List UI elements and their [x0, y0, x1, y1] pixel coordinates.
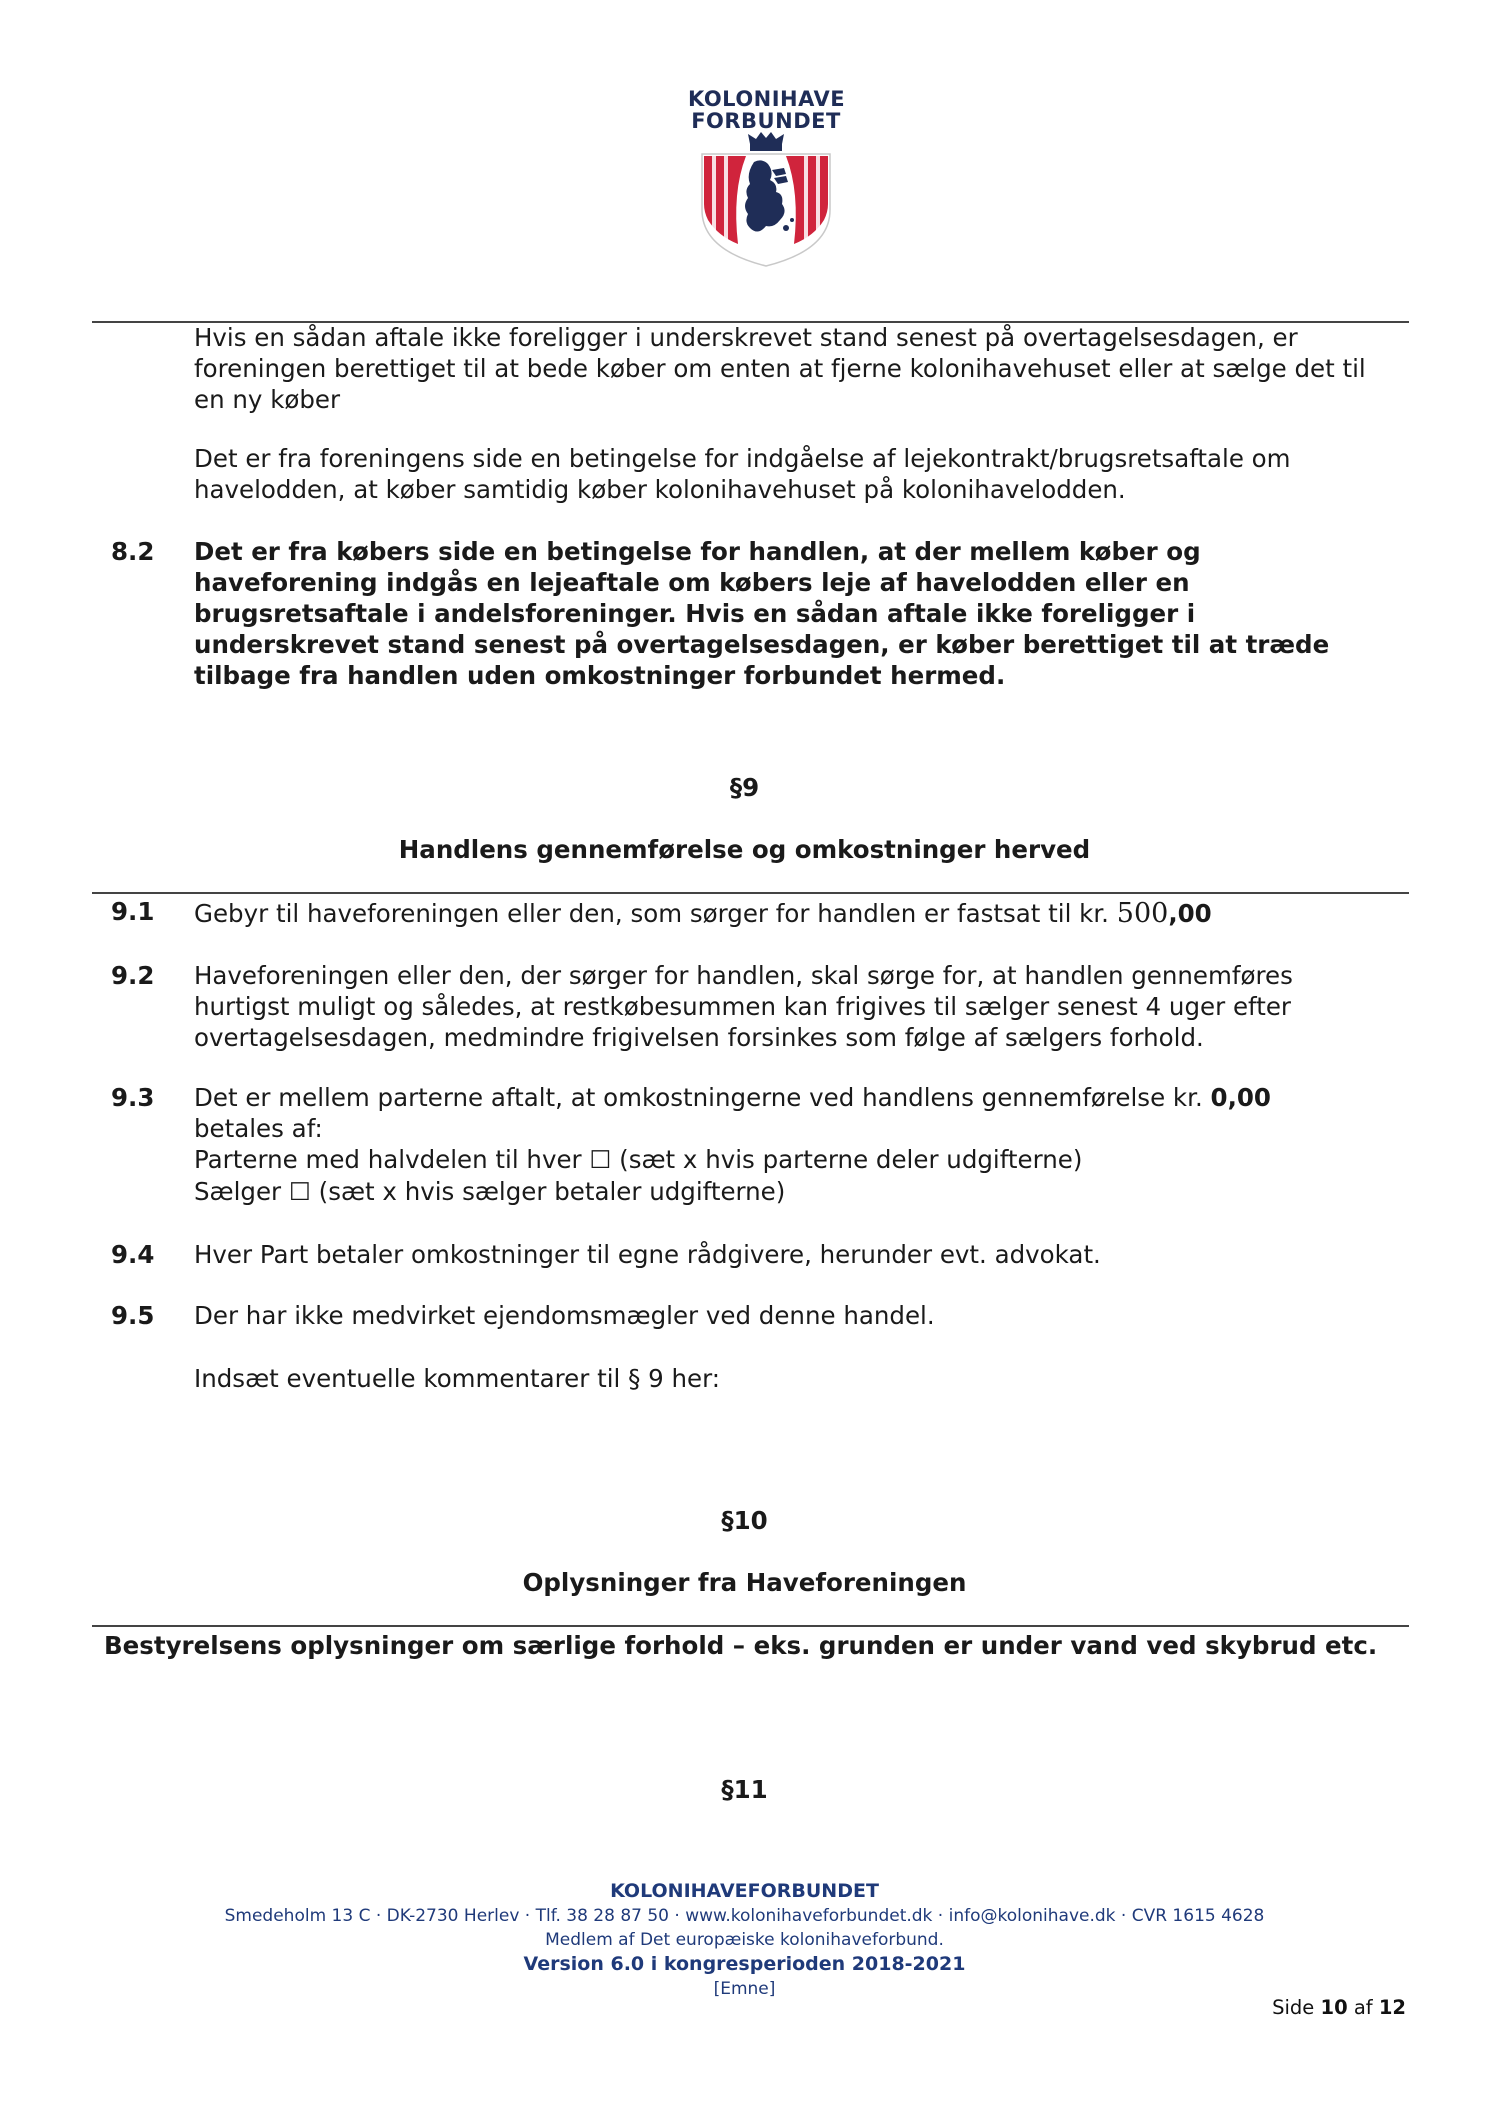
clause-9-3-payer-label: betales af: [194, 1114, 323, 1143]
clause-number: 9.5 [111, 1301, 155, 1330]
footer-membership: Medlem af Det europæiske kolonihaveforbund. [545, 1930, 944, 1950]
clause-9-3-body: Det er mellem parterne aftalt, at omkostningerne ved handlens gennemførelse kr. [194, 1083, 1211, 1112]
clause-9-4-text: Hver Part betaler omkostninger til egne rådgivere, herunder evt. advokat. [194, 1240, 1101, 1269]
costs-amount: 0,00 [1210, 1083, 1271, 1112]
section-9-title: Handlens gennemførelse og omkostninger herved [398, 835, 1091, 864]
page-mid: af [1347, 1996, 1379, 2019]
page-current: 10 [1320, 1996, 1348, 2019]
section-10-symbol: §10 [721, 1506, 768, 1535]
fee-decimals: ,00 [1168, 899, 1212, 928]
page-total: 12 [1378, 1996, 1406, 2019]
footer-address: Smedeholm 13 C · DK-2730 Herlev · Tlf. 38 28 87 50 · www.kolonihaveforbundet.dk · info@kolonihave.dk · CVR 1615 4628 [224, 1906, 1265, 1926]
logo [688, 82, 844, 268]
footer-version: Version 6.0 i kongresperioden 2018-2021 [523, 1953, 966, 1975]
section-11-symbol: §11 [721, 1775, 768, 1804]
section-10-rule [92, 1625, 1409, 1627]
intro-paragraph-1: Hvis en sådan aftale ikke foreligger i underskrevet stand senest på overtagelsesdagen, er foreningen berettiget til at bede køber om enten at fjerne kolonihavehuset eller at sælge det til en ny køber [194, 323, 1366, 414]
board-information-text: Bestyrelsens oplysninger om særlige forhold – eks. grunden er under vand ved skybrud etc. [104, 1631, 1378, 1660]
split-costs-option[interactable]: Parterne med halvdelen til hver ☐ (sæt x hvis parterne deler udgifterne) [194, 1145, 1083, 1174]
footer-subject: [Emne] [713, 1979, 776, 1999]
clause-number: 9.2 [111, 961, 155, 990]
intro-paragraph-2: Det er fra foreningens side en betingelse for indgåelse af lejekontrakt/brugsretsaftale om havelodden, at køber samtidig køber kolonihavehuset på kolonihavelodden. [194, 444, 1291, 504]
clause-8-2-text: Det er fra købers side en betingelse for handlen, at der mellem køber og haveforening indgås en lejeaftale om købers leje af havelodden eller en brugsretsaftale i andelsforeninger. Hvis en sådan aftale ikke foreligger i underskrevet stand senest på overtagelsesdagen, er køber berettiget til at træde tilbage fra handlen uden omkostninger forbundet hermed. [194, 537, 1330, 690]
clause-number: 9.1 [111, 897, 155, 926]
clause-9-1-text [194, 898, 1394, 929]
section-9-comment-prompt[interactable]: Indsæt eventuelle kommentarer til § 9 her: [194, 1364, 721, 1393]
page-prefix: Side [1272, 1996, 1321, 2019]
clause-9-1-body: Gebyr til haveforeningen eller den, som sørger for handlen er fastsat til kr. [194, 899, 1117, 928]
clause-number: 9.4 [111, 1240, 155, 1269]
logo-line-2: FORBUNDET [691, 109, 841, 133]
seller-pays-option[interactable]: Sælger ☐ (sæt x hvis sælger betaler udgifterne) [194, 1177, 786, 1206]
clause-9-5-text: Der har ikke medvirket ejendomsmægler ved denne handel. [194, 1301, 935, 1330]
section-9-symbol: §9 [729, 773, 760, 802]
shield-emblem-icon [688, 132, 844, 268]
page-number [1272, 1996, 1406, 2019]
clause-9-3-text [194, 1082, 1394, 1113]
logo-line-1: KOLONIHAVE [688, 87, 846, 111]
section-9-rule [92, 892, 1409, 894]
clause-number: 8.2 [111, 537, 155, 566]
footer-organization: KOLONIHAVEFORBUNDET [610, 1880, 879, 1902]
clause-number: 9.3 [111, 1083, 155, 1112]
fee-amount: 500 [1116, 898, 1169, 929]
section-10-title: Oplysninger fra Haveforeningen [522, 1568, 967, 1597]
clause-9-2-text: Haveforeningen eller den, der sørger for handlen, skal sørge for, at handlen gennemføres hurtigst muligt og således, at restkøbesummen kan frigives til sælger senest 4 uger efter overtagelsesdagen, medmindre frigivelsen forsinkes som følge af sælgers forhold. [194, 961, 1293, 1052]
